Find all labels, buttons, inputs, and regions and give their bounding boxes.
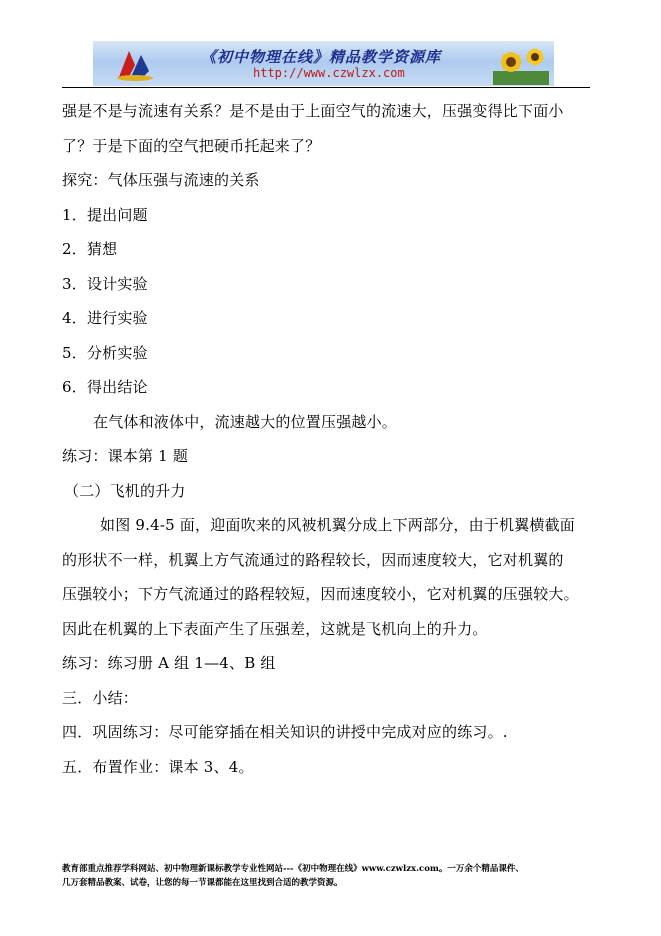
list-item: 2．猜想 — [62, 240, 118, 258]
section-heading: （二）飞机的升力 — [64, 481, 186, 500]
header-banner — [93, 41, 554, 86]
header-divider — [62, 87, 590, 88]
banner-title: 《初中物理在线》精品教学资源库 — [201, 48, 442, 66]
exercise-note: 练习：练习册 A 组 1—4、B 组 — [62, 654, 276, 672]
banner-url[interactable]: http://www.czwlzx.com — [253, 66, 405, 80]
paragraph-line: 了？于是下面的空气把硬币托起来了？ — [62, 136, 321, 155]
section-heading: 探究：气体压强与流速的关系 — [62, 171, 260, 189]
conclusion-text: 在气体和液体中，流速越大的位置压强越小。 — [93, 412, 398, 431]
list-item: 6．得出结论 — [62, 378, 148, 396]
section-heading: 五．布置作业：课本 3、4。 — [62, 757, 254, 776]
paragraph-line: 压强较小；下方气流通过的路程较短，因而速度较小，它对机翼的压强较大。 — [62, 585, 579, 603]
paragraph-line: 如图 9.4-5 面，迎面吹来的风被机翼分成上下两部分，由于机翼横截面 — [100, 516, 576, 534]
site-logo-icon — [115, 47, 155, 81]
paragraph-line: 强是不是与流速有关系？是不是由于上面空气的流速大，压强变得比下面小 — [62, 102, 564, 120]
sunflower-icon — [493, 45, 549, 85]
page-footer — [62, 862, 602, 890]
list-item: 3．设计实验 — [62, 274, 148, 293]
list-item: 1．提出问题 — [62, 205, 148, 224]
exercise-note: 练习：课本第 1 题 — [62, 447, 189, 465]
list-item: 4．进行实验 — [62, 309, 148, 327]
document-body — [62, 94, 590, 784]
paragraph-line: 的形状不一样，机翼上方气流通过的路程较长，因而速度较大，它对机翼的 — [62, 550, 564, 569]
section-heading: 三．小结： — [62, 688, 139, 707]
footer-line: 几万套精品教案、试卷，让您的每一节课都能在这里找到合适的教学资源。 — [62, 878, 343, 888]
paragraph-line: 因此在机翼的上下表面产生了压强差，这就是飞机向上的升力。 — [62, 619, 488, 638]
section-heading: 四．巩固练习：尽可能穿插在相关知识的讲授中完成对应的练习。. — [62, 723, 508, 741]
list-item: 5．分析实验 — [62, 343, 148, 362]
footer-line: 教育部重点推荐学科网站、初中物理新课标教学专业性网站---《初中物理在线》www.czwlzx.com。一万余个精品课件、 — [62, 864, 524, 874]
